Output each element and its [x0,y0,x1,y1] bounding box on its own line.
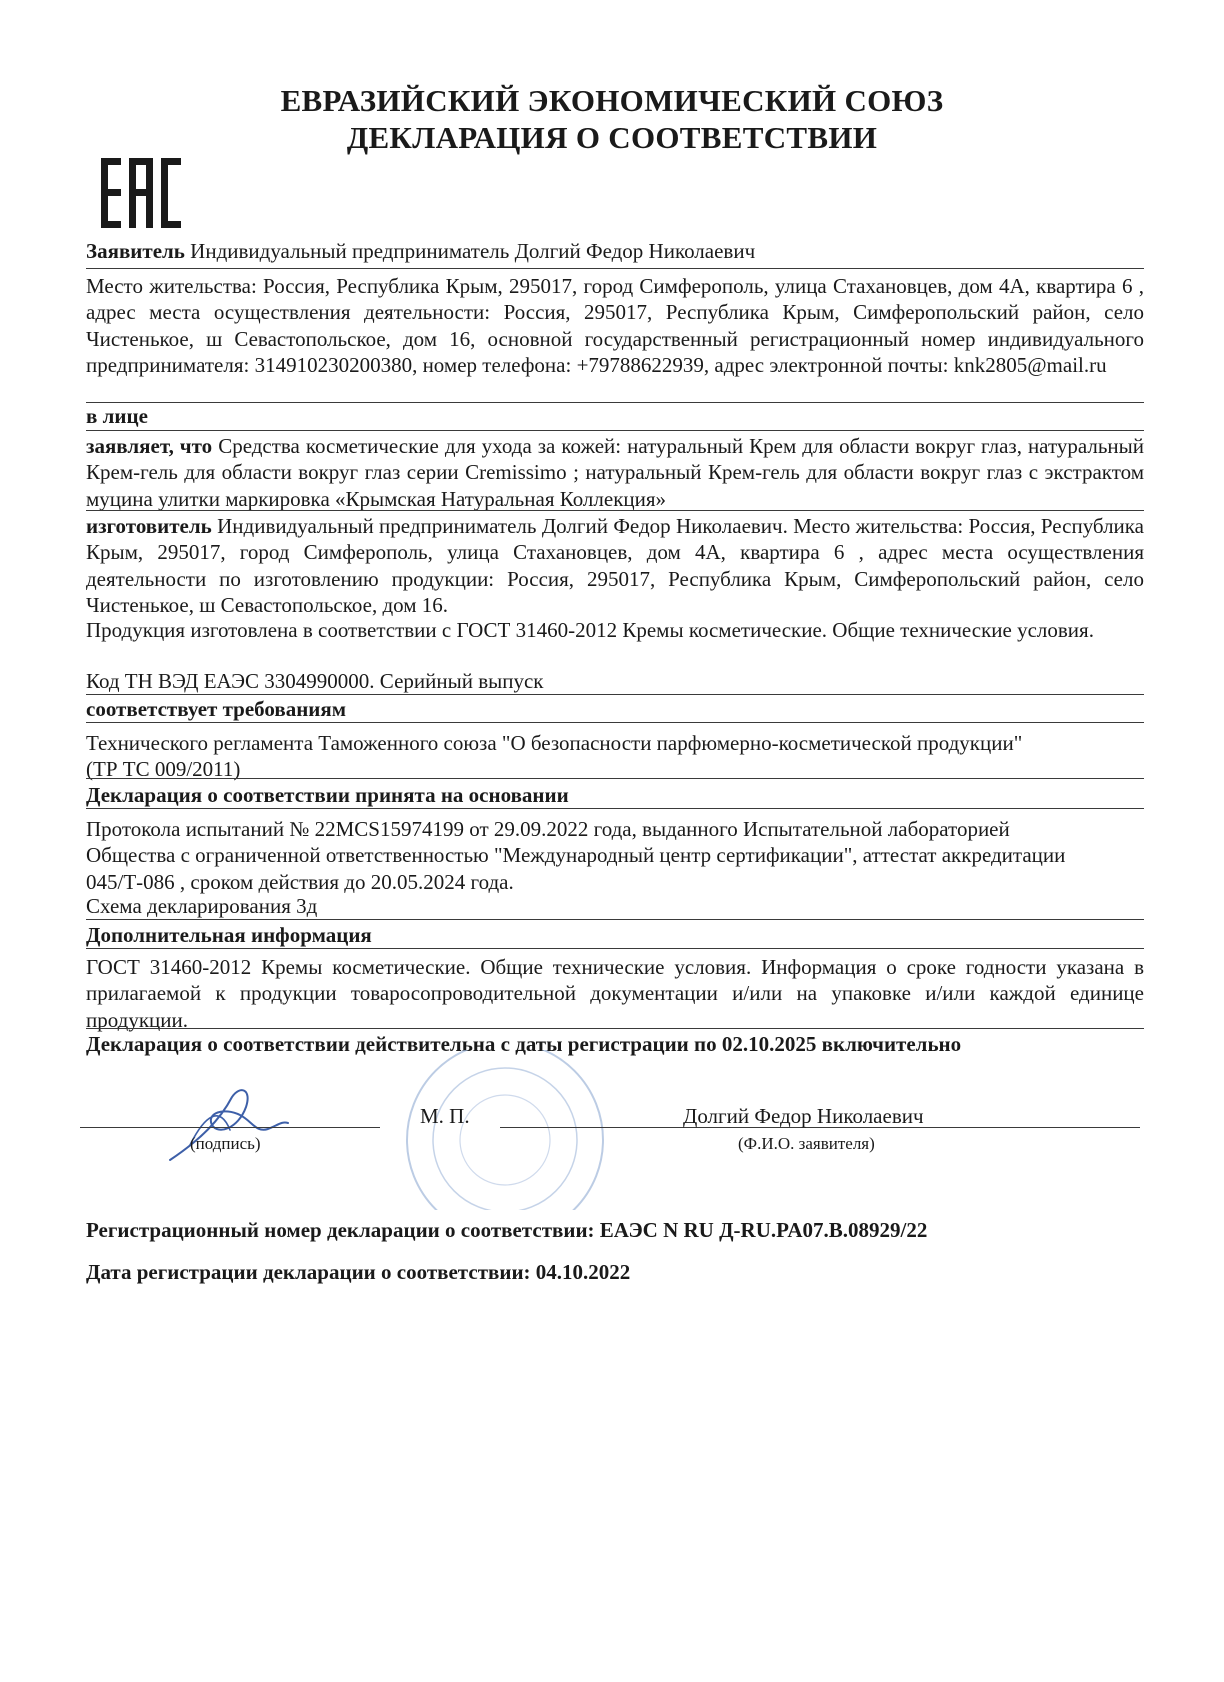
basis-label: Декларация о соответствии принята на основании [86,783,569,807]
signature-line [80,1127,380,1128]
manufacturer-text: Индивидуальный предприниматель Долгий Федор Николаевич. Место жительства: Россия, Республика Крым, 295017, город Симферополь, улица Стахановцев, дом 4А, квартира 6 , адрес места осуществления деятельности по изготовлению продукции: Россия, 295017, Республика Крым, Симферопольский район, село Чистенькое, ш Севастопольское, дом 16. [86,514,1144,618]
manufacturer-block [86,513,1144,619]
divider [86,1028,1144,1029]
additional-label: Дополнительная информация [86,923,372,947]
applicant-name: Индивидуальный предприниматель Долгий Федор Николаевич [190,239,756,263]
registration-date: Дата регистрации декларации о соответствии: 04.10.2022 [86,1260,631,1284]
divider [86,919,1144,920]
declares-block [86,433,1144,512]
conforms-label: соответствует требованиям [86,697,347,721]
applicant-label: Заявитель [86,239,185,263]
validity-text: Декларация о соответствии действительна с даты регистрации по 02.10.2025 включительно [86,1032,962,1056]
divider [86,722,1144,723]
applicant-line [86,238,1144,264]
divider [86,268,1144,269]
divider [86,778,1144,779]
seal-place-label: М. П. [420,1104,470,1128]
divider [86,430,1144,431]
union-title: ЕВРАЗИЙСКИЙ ЭКОНОМИЧЕСКИЙ СОЮЗ [280,83,944,118]
divider [86,808,1144,809]
manufacturer-label: изготовитель [86,514,212,538]
declares-label: заявляет, что [86,434,213,458]
product-code: Код ТН ВЭД ЕАЭС 3304990000. Серийный выпуск [86,669,544,693]
conforms-text: Технического регламента Таможенного союза "О безопасности парфюмерно-косметической продукции" (ТР ТС 009/2011) [86,731,1023,782]
additional-text: ГОСТ 31460-2012 Кремы косметические. Общие технические условия. Информация о сроке годности указана в прилагаемой к продукции товаросопроводительной документации и/или на упаковке и/или каждой единице продукции. [86,955,1144,1032]
basis-text: Протокола испытаний № 22MCS15974199 от 29.09.2022 года, выданного Испытательной лабораторией Общества с ограниченной ответственностью "Международный центр сертификации", аттестат аккредитации 045/Т-086 , сроком действия до 20.05.2024 года. [86,817,1066,894]
applicant-details: Место жительства: Россия, Республика Крым, 295017, город Симферополь, улица Стахановцев, дом 4А, квартира 6 , адрес места осуществления деятельности: Россия, 295017, Республика Крым, Симферопольский район, село Чистенькое, ш Севастопольское, дом 16, основной государственный регистрационный номер индивидуального предпринимателя: 314910230200380, номер телефона: +79788622939, адрес электронной почты: knk2805@mail.ru [86,274,1144,378]
divider [86,510,1144,511]
eac-logo [101,158,181,228]
signature-caption: (подпись) [190,1134,261,1153]
name-caption: (Ф.И.О. заявителя) [738,1134,875,1153]
applicant-signer-name: Долгий Федор Николаевич [683,1104,924,1128]
divider [86,694,1144,695]
declaration-scheme: Схема декларирования 3д [86,894,318,918]
divider [86,948,1144,949]
declares-text: Средства косметические для ухода за кожей: натуральный Крем для области вокруг глаз, натуральный Крем-гель для области вокруг глаз серии Cremissimo ; натуральный Крем-гель для области вокруг глаз с экстрактом муцина улитки маркировка «Крымская Натуральная Коллекция» [86,434,1145,511]
registration-number: Регистрационный номер декларации о соответствии: ЕАЭС N RU Д-RU.PA07.B.08929/22 [86,1218,928,1242]
in-person-label: в лице [86,404,148,428]
stamp-seal [400,1050,610,1210]
manufacturer-standard: Продукция изготовлена в соответствии с ГОСТ 31460-2012 Кремы косметические. Общие технические условия. [86,618,1094,642]
declaration-title: ДЕКЛАРАЦИЯ О СООТВЕТСТВИИ [346,120,878,155]
